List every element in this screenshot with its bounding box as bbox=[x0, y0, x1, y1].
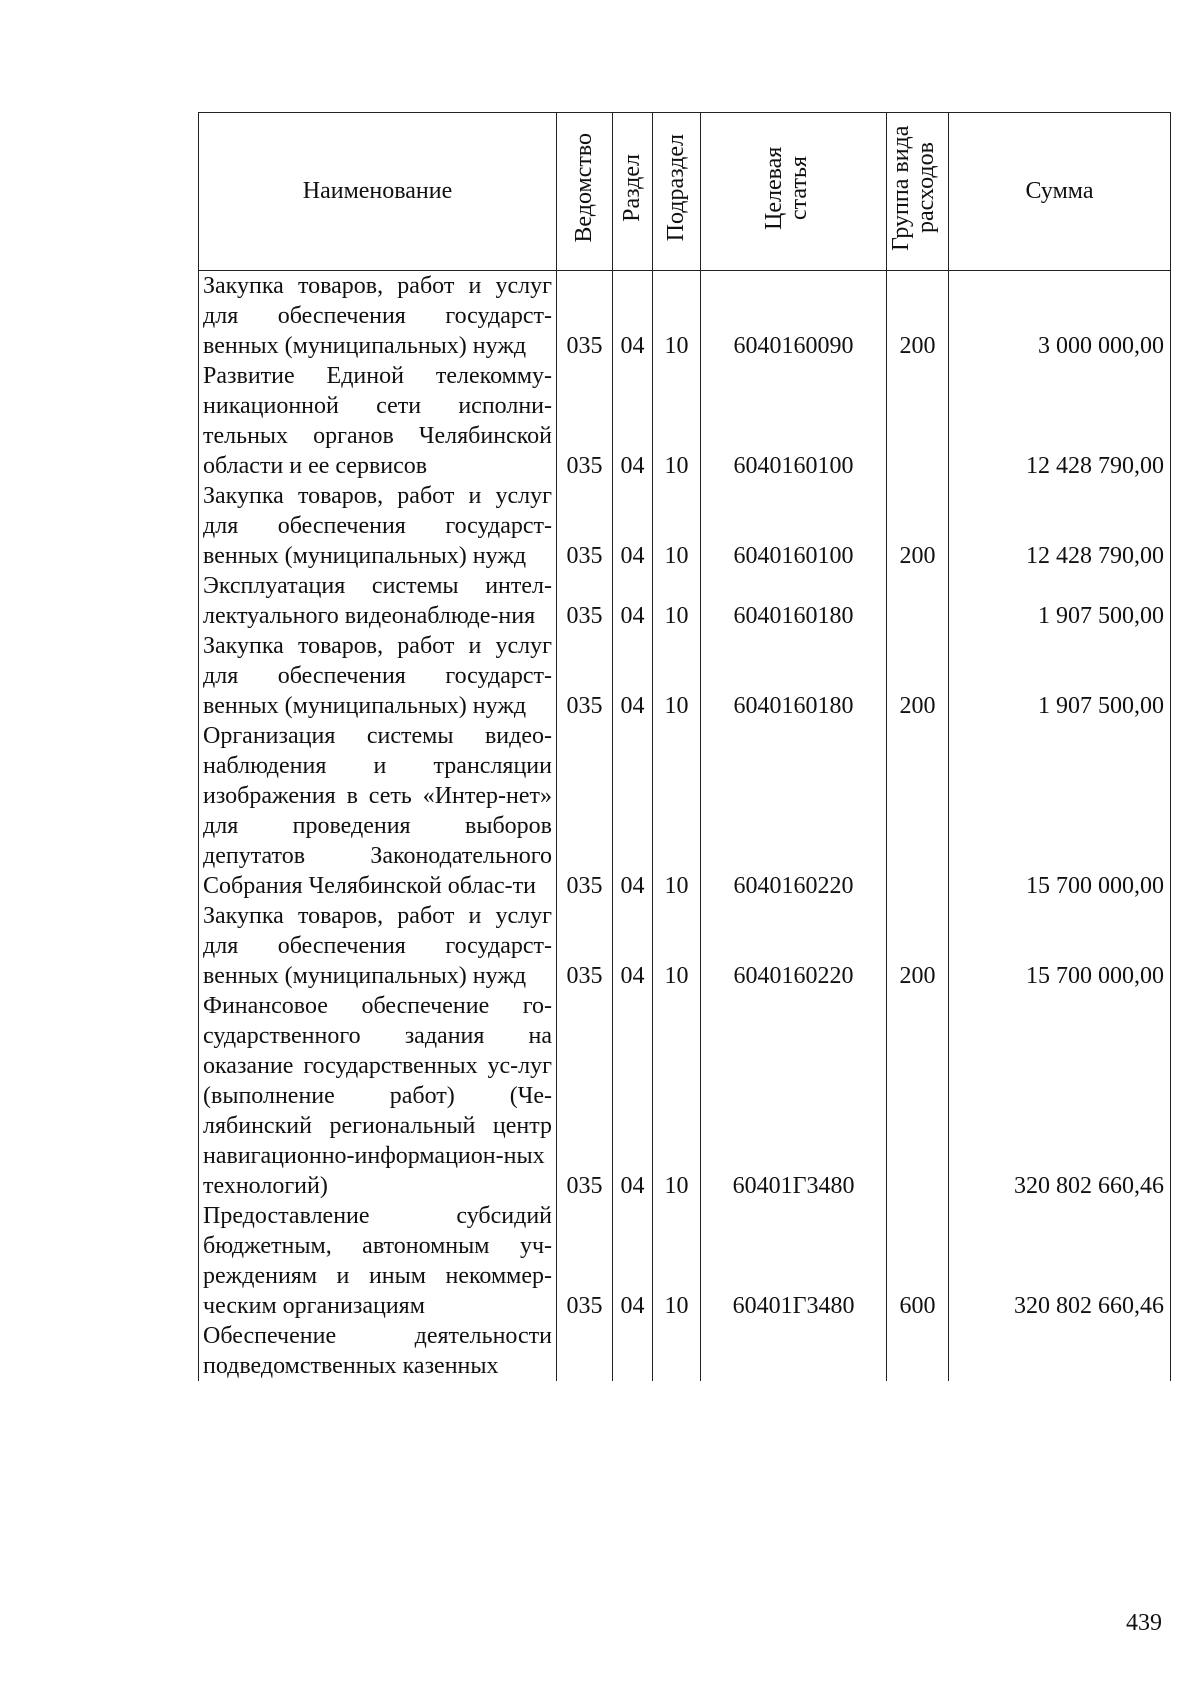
row-podrazdel: 10 bbox=[653, 1201, 701, 1321]
header-celevaya: Целевая статья bbox=[701, 113, 887, 271]
row-celevaya: 6040160180 bbox=[701, 631, 887, 721]
row-vedomstvo: 035 bbox=[557, 361, 613, 481]
table-row bbox=[199, 1201, 1171, 1321]
row-summa: 15 700 000,00 bbox=[949, 721, 1171, 901]
row-razdel: 04 bbox=[613, 631, 653, 721]
row-name: Финансовое обеспечение го-сударственного задания на оказание государственных ус-луг (выполнение работ) (Че-лябинский региональный центр навигационно-информацион-ных технологий) bbox=[199, 991, 557, 1201]
row-podrazdel: 10 bbox=[653, 571, 701, 631]
table-row bbox=[199, 901, 1171, 991]
header-gruppa: Группа вида расходов bbox=[887, 113, 949, 271]
row-celevaya: 6040160220 bbox=[701, 901, 887, 991]
row-podrazdel: 10 bbox=[653, 991, 701, 1201]
row-summa: 12 428 790,00 bbox=[949, 361, 1171, 481]
header-name: Наименование bbox=[199, 113, 557, 271]
row-celevaya: 60401Г3480 bbox=[701, 991, 887, 1201]
row-vedomstvo bbox=[557, 1321, 613, 1381]
header-podrazdel: Подраздел bbox=[653, 113, 701, 271]
row-name: Закупка товаров, работ и услуг для обеспечения государст-венных (муниципальных) нужд bbox=[199, 481, 557, 571]
table-body bbox=[199, 271, 1171, 1382]
row-gruppa: 200 bbox=[887, 481, 949, 571]
row-celevaya: 6040160220 bbox=[701, 721, 887, 901]
row-podrazdel: 10 bbox=[653, 901, 701, 991]
row-podrazdel: 10 bbox=[653, 721, 701, 901]
row-vedomstvo: 035 bbox=[557, 631, 613, 721]
row-razdel: 04 bbox=[613, 991, 653, 1201]
row-gruppa bbox=[887, 361, 949, 481]
row-celevaya: 6040160180 bbox=[701, 571, 887, 631]
row-name: Закупка товаров, работ и услуг для обеспечения государст-венных (муниципальных) нужд bbox=[199, 631, 557, 721]
row-razdel: 04 bbox=[613, 901, 653, 991]
table-header-row bbox=[199, 113, 1171, 271]
table-row bbox=[199, 631, 1171, 721]
row-summa: 1 907 500,00 bbox=[949, 571, 1171, 631]
row-razdel bbox=[613, 1321, 653, 1381]
header-vedomstvo: Ведомство bbox=[557, 113, 613, 271]
row-celevaya: 6040160090 bbox=[701, 271, 887, 362]
row-name: Предоставление субсидий бюджетным, автономным уч-реждениям и иным некоммер-ческим организациям bbox=[199, 1201, 557, 1321]
row-name: Эксплуатация системы интел-лектуального видеонаблюде-ния bbox=[199, 571, 557, 631]
row-razdel: 04 bbox=[613, 271, 653, 362]
row-name: Закупка товаров, работ и услуг для обеспечения государст-венных (муниципальных) нужд bbox=[199, 901, 557, 991]
table-row bbox=[199, 481, 1171, 571]
table-row bbox=[199, 271, 1171, 362]
row-podrazdel: 10 bbox=[653, 631, 701, 721]
row-name: Развитие Единой телекомму-никационной сети исполни-тельных органов Челябинской области и ее сервисов bbox=[199, 361, 557, 481]
table-row bbox=[199, 721, 1171, 901]
table-row bbox=[199, 571, 1171, 631]
row-gruppa bbox=[887, 991, 949, 1201]
row-gruppa bbox=[887, 571, 949, 631]
row-vedomstvo: 035 bbox=[557, 991, 613, 1201]
header-summa: Сумма bbox=[949, 113, 1171, 271]
row-celevaya bbox=[701, 1321, 887, 1381]
row-vedomstvo: 035 bbox=[557, 721, 613, 901]
row-name: Закупка товаров, работ и услуг для обеспечения государст-венных (муниципальных) нужд bbox=[199, 271, 557, 362]
row-summa: 3 000 000,00 bbox=[949, 271, 1171, 362]
row-razdel: 04 bbox=[613, 571, 653, 631]
row-vedomstvo: 035 bbox=[557, 901, 613, 991]
table-row bbox=[199, 1321, 1171, 1381]
table-row bbox=[199, 991, 1171, 1201]
budget-table bbox=[198, 112, 1171, 1381]
row-celevaya: 6040160100 bbox=[701, 361, 887, 481]
header-razdel: Раздел bbox=[613, 113, 653, 271]
row-vedomstvo: 035 bbox=[557, 481, 613, 571]
row-summa: 12 428 790,00 bbox=[949, 481, 1171, 571]
row-celevaya: 6040160100 bbox=[701, 481, 887, 571]
row-gruppa: 200 bbox=[887, 631, 949, 721]
row-razdel: 04 bbox=[613, 721, 653, 901]
row-summa: 1 907 500,00 bbox=[949, 631, 1171, 721]
row-gruppa: 200 bbox=[887, 901, 949, 991]
row-celevaya: 60401Г3480 bbox=[701, 1201, 887, 1321]
row-gruppa bbox=[887, 721, 949, 901]
row-summa: 320 802 660,46 bbox=[949, 991, 1171, 1201]
row-razdel: 04 bbox=[613, 481, 653, 571]
table-row bbox=[199, 361, 1171, 481]
row-vedomstvo: 035 bbox=[557, 1201, 613, 1321]
row-summa bbox=[949, 1321, 1171, 1381]
row-razdel: 04 bbox=[613, 361, 653, 481]
row-podrazdel: 10 bbox=[653, 361, 701, 481]
row-gruppa: 200 bbox=[887, 271, 949, 362]
row-razdel: 04 bbox=[613, 1201, 653, 1321]
row-name: Обеспечение деятельности подведомственных казенных bbox=[199, 1321, 557, 1381]
row-podrazdel: 10 bbox=[653, 481, 701, 571]
page-number: 439 bbox=[1126, 1610, 1162, 1636]
row-gruppa: 600 bbox=[887, 1201, 949, 1321]
row-vedomstvo: 035 bbox=[557, 571, 613, 631]
row-podrazdel bbox=[653, 1321, 701, 1381]
row-name: Организация системы видео-наблюдения и трансляции изображения в сеть «Интер-нет» для проведения выборов депутатов Законодательного Собрания Челябинской облас-ти bbox=[199, 721, 557, 901]
row-podrazdel: 10 bbox=[653, 271, 701, 362]
row-summa: 15 700 000,00 bbox=[949, 901, 1171, 991]
row-vedomstvo: 035 bbox=[557, 271, 613, 362]
row-summa: 320 802 660,46 bbox=[949, 1201, 1171, 1321]
row-gruppa bbox=[887, 1321, 949, 1381]
budget-table-sheet bbox=[198, 112, 1170, 1381]
